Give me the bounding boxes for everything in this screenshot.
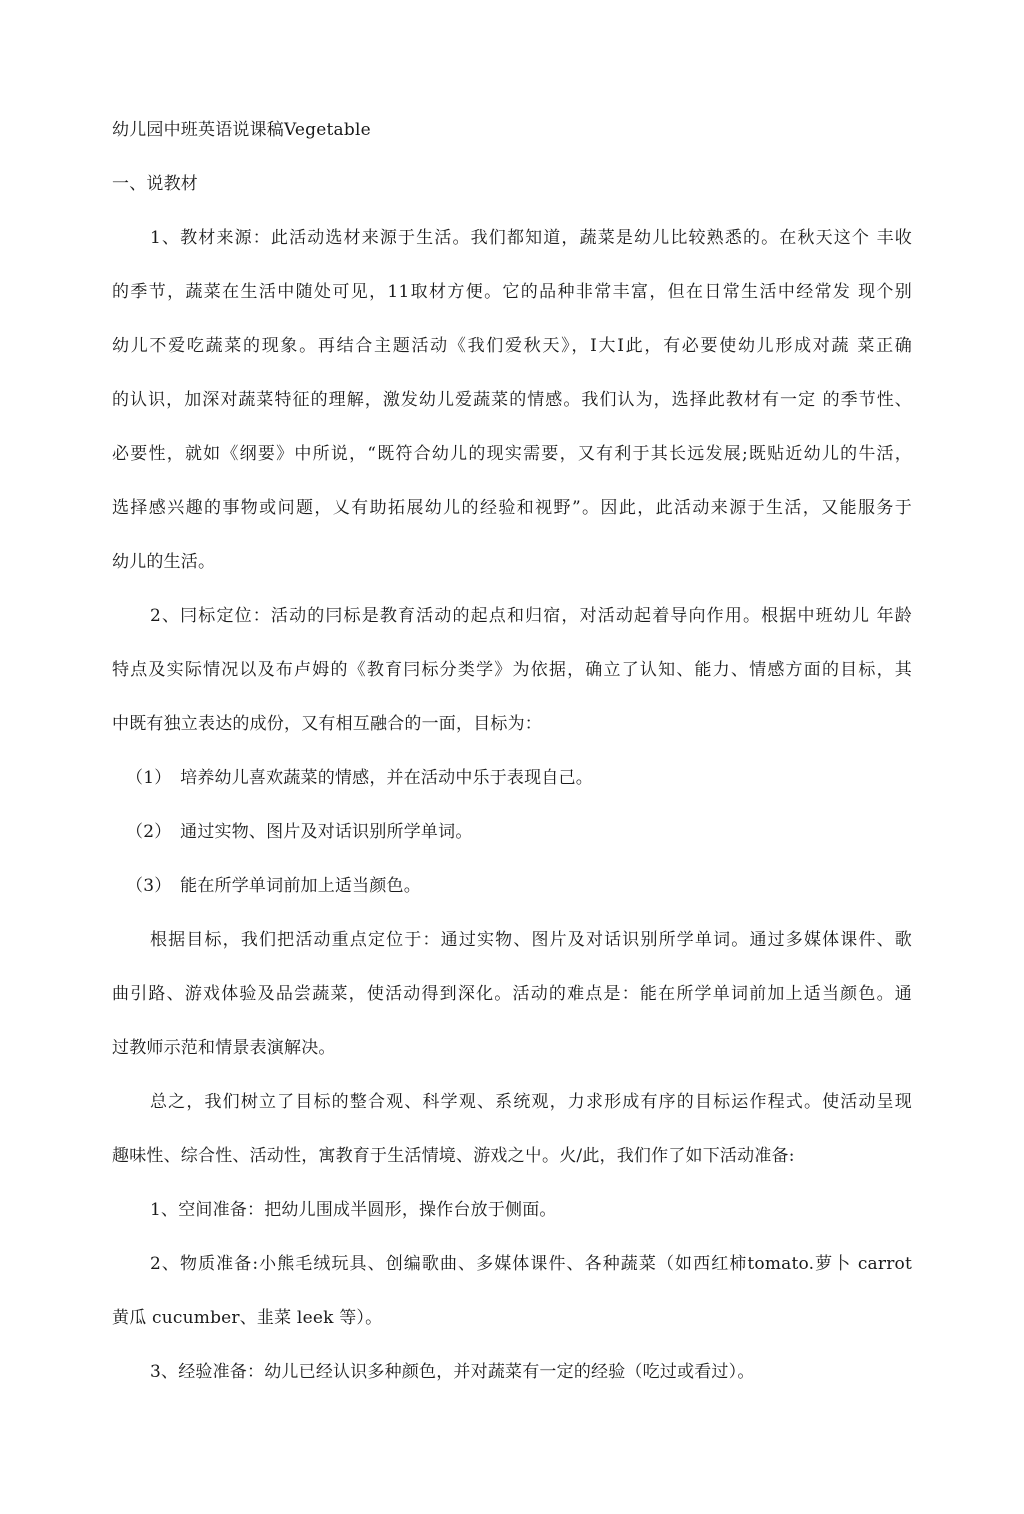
paragraph-line: 1、空间准备：把幼儿围成半圆形，操作台放于侧面。 [150, 1200, 557, 1220]
paragraph-line: 总之，我们树立了目标的整合观、科学观、系统观，力求形成有序的目标运作程式。使活动呈现 [150, 1092, 912, 1112]
paragraph-line: 幼儿的生活。 [112, 552, 216, 572]
list-item: （2） 通过实物、图片及对话识别所学单词。 [126, 822, 473, 842]
paragraph-line: 特点及实际情况以及布卢姆的《教育冃标分类学》为依据，确立了认知、能力、情感方面的目标，其 [112, 660, 912, 680]
paragraph-line: 黄瓜 cucumber、韭菜 leek 等）。 [112, 1308, 383, 1328]
paragraph-line: 3、经验准备：幼儿已经认识多种颜色，并对蔬菜有一定的经验（吃过或看过）。 [150, 1362, 755, 1382]
document-title: 幼儿园中班英语说课稿Vegetable [112, 120, 371, 140]
paragraph-line: 过教师示范和情景表演解决。 [112, 1038, 336, 1058]
paragraph-line: 幼儿不爱吃蔬菜的现象。再结合主题活动《我们爱秋天》，I大I此，有必要使幼儿形成对蔬 菜正确 [112, 336, 912, 356]
paragraph-line: 2、冃标定位：活动的冃标是教育活动的起点和归宿，对活动起着导向作用。根据中班幼儿 年龄 [150, 606, 912, 626]
paragraph-line: 选择感兴趣的事物或问题，乂有助拓展幼儿的经验和视野”。因此，此活动来源于生活，又能服务于 [112, 498, 912, 518]
paragraph-line: 必要性，就如《纲要》中所说，“既符合幼儿的现实需要，又有利于其长远发展;既贴近幼儿的牛活， [112, 444, 912, 464]
paragraph-line: 趣味性、综合性、活动性，寓教育于生活情境、游戏之屮。火/此，我们作了如下活动准备: [112, 1146, 795, 1166]
section-heading: 一、说教材 [112, 174, 198, 194]
paragraph-line: 曲引路、游戏体验及品尝蔬菜，使活动得到深化。活动的难点是：能在所学单词前加上适当颜色。通 [112, 984, 912, 1004]
list-item: （3） 能在所学单词前加上适当颜色。 [126, 876, 421, 896]
paragraph-line: 2、物质准备:小熊毛绒玩具、创编歌曲、多媒体课件、各种蔬菜（如西红柿tomato.萝卜 carrot [150, 1254, 912, 1274]
paragraph-line: 的认识，加深对蔬菜特征的理解，激发幼儿爱蔬菜的情感。我们认为，选择此教材有一定 的季节性、 [112, 390, 912, 410]
list-item: （1） 培养幼儿喜欢蔬菜的情感，并在活动中乐于表现自己。 [126, 768, 593, 788]
paragraph-line: 的季节，蔬菜在生活中随处可见，11取材方便。它的品种非常丰富，但在日常生活中经常发 现个别 [112, 282, 912, 302]
paragraph-line: 根据目标，我们把活动重点定位于：通过实物、图片及对话识别所学单词。通过多媒体课件、歌 [150, 930, 912, 950]
paragraph-line: 中既有独立表达的成份，又有相互融合的一面，目标为： [112, 714, 542, 734]
paragraph-line: 1、教材来源：此活动选材来源于生活。我们都知道，蔬菜是幼儿比较熟悉的。在秋天这个 丰收 [150, 228, 912, 248]
